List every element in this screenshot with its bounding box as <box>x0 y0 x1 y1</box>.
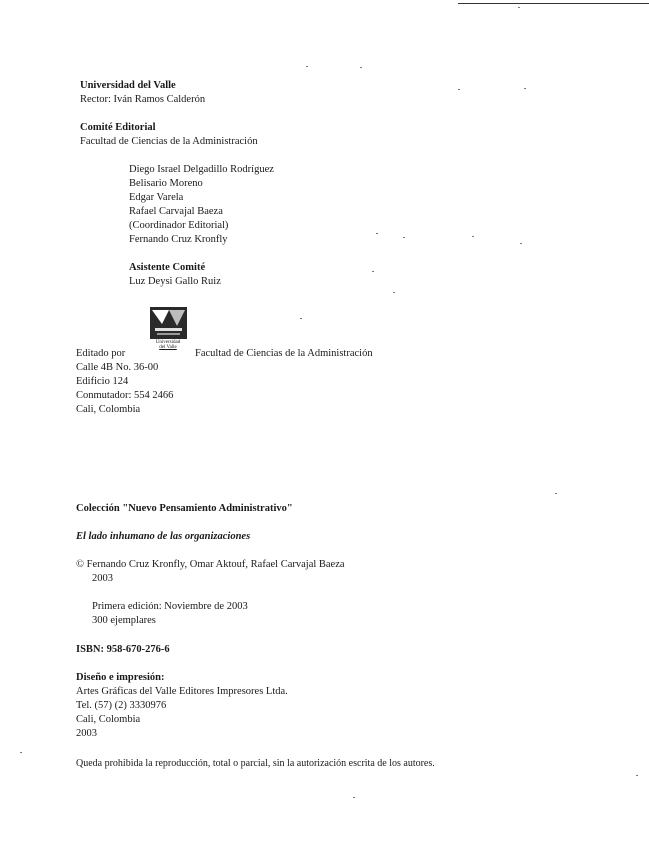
edited-by-label: Editado por <box>76 348 126 359</box>
committee-member: Belisario Moreno <box>129 178 203 189</box>
scan-speck <box>393 292 395 293</box>
scan-speck <box>472 236 474 237</box>
committee-member: Diego Israel Delgadillo Rodríguez <box>129 164 274 175</box>
scan-speck <box>555 493 557 494</box>
address-line: Edificio 124 <box>76 376 129 387</box>
logo-caption <box>148 340 188 350</box>
committee-member: Rafael Carvajal Baeza <box>129 206 223 217</box>
committee-member: (Coordinador Editorial) <box>129 220 229 231</box>
scan-speck <box>300 318 302 319</box>
book-title: El lado inhumano de las organizaciones <box>76 531 251 542</box>
design-line: Tel. (57) (2) 3330976 <box>76 700 167 711</box>
copyright-line: © Fernando Cruz Kronfly, Omar Aktouf, Rafael Carvajal Baeza <box>76 559 345 570</box>
copies-line: 300 ejemplares <box>92 615 156 626</box>
collection-title: Colección "Nuevo Pensamiento Administrativo" <box>76 503 293 514</box>
logo-caption-line2: del Valle <box>159 345 177 350</box>
scan-speck <box>372 271 374 272</box>
scan-speck <box>353 797 355 798</box>
reproduction-notice: Queda prohibida la reproducción, total o parcial, sin la autorización escrita de los autores. <box>76 758 435 769</box>
committee-faculty: Facultad de Ciencias de la Administración <box>80 136 258 147</box>
top-rule <box>458 3 649 4</box>
scan-speck <box>306 66 308 67</box>
scan-speck <box>636 775 638 776</box>
scan-speck <box>20 752 22 753</box>
isbn: ISBN: 958-670-276-6 <box>76 644 170 655</box>
university-name: Universidad del Valle <box>80 80 176 91</box>
copyright-year: 2003 <box>92 573 113 584</box>
logo-caption-line1: Universidad <box>155 340 181 345</box>
scan-speck <box>403 237 405 238</box>
design-line: Cali, Colombia <box>76 714 141 725</box>
scan-speck <box>518 7 520 8</box>
address-line: Cali, Colombia <box>76 404 141 415</box>
scan-speck <box>520 243 522 244</box>
scan-speck <box>360 67 362 68</box>
assistant-name: Luz Deysi Gallo Ruiz <box>129 276 221 287</box>
address-line: Conmutador: 554 2466 <box>76 390 174 401</box>
design-line: 2003 <box>76 728 97 739</box>
address-line: Calle 4B No. 36-00 <box>76 362 159 373</box>
committee-member: Fernando Cruz Kronfly <box>129 234 228 245</box>
edition-line: Primera edición: Noviembre de 2003 <box>92 601 248 612</box>
design-title: Diseño e impresión: <box>76 672 165 683</box>
scan-speck <box>458 89 460 90</box>
committee-member: Edgar Varela <box>129 192 184 203</box>
assistant-title: Asistente Comité <box>129 262 206 273</box>
rector-line: Rector: Iván Ramos Calderón <box>80 94 206 105</box>
design-line: Artes Gráficas del Valle Editores Impresores Ltda. <box>76 686 288 697</box>
scan-speck <box>376 233 378 234</box>
edited-by-value: Facultad de Ciencias de la Administración <box>195 348 373 359</box>
scan-speck <box>524 88 526 89</box>
committee-title: Comité Editorial <box>80 122 156 133</box>
university-logo-icon <box>149 306 188 340</box>
